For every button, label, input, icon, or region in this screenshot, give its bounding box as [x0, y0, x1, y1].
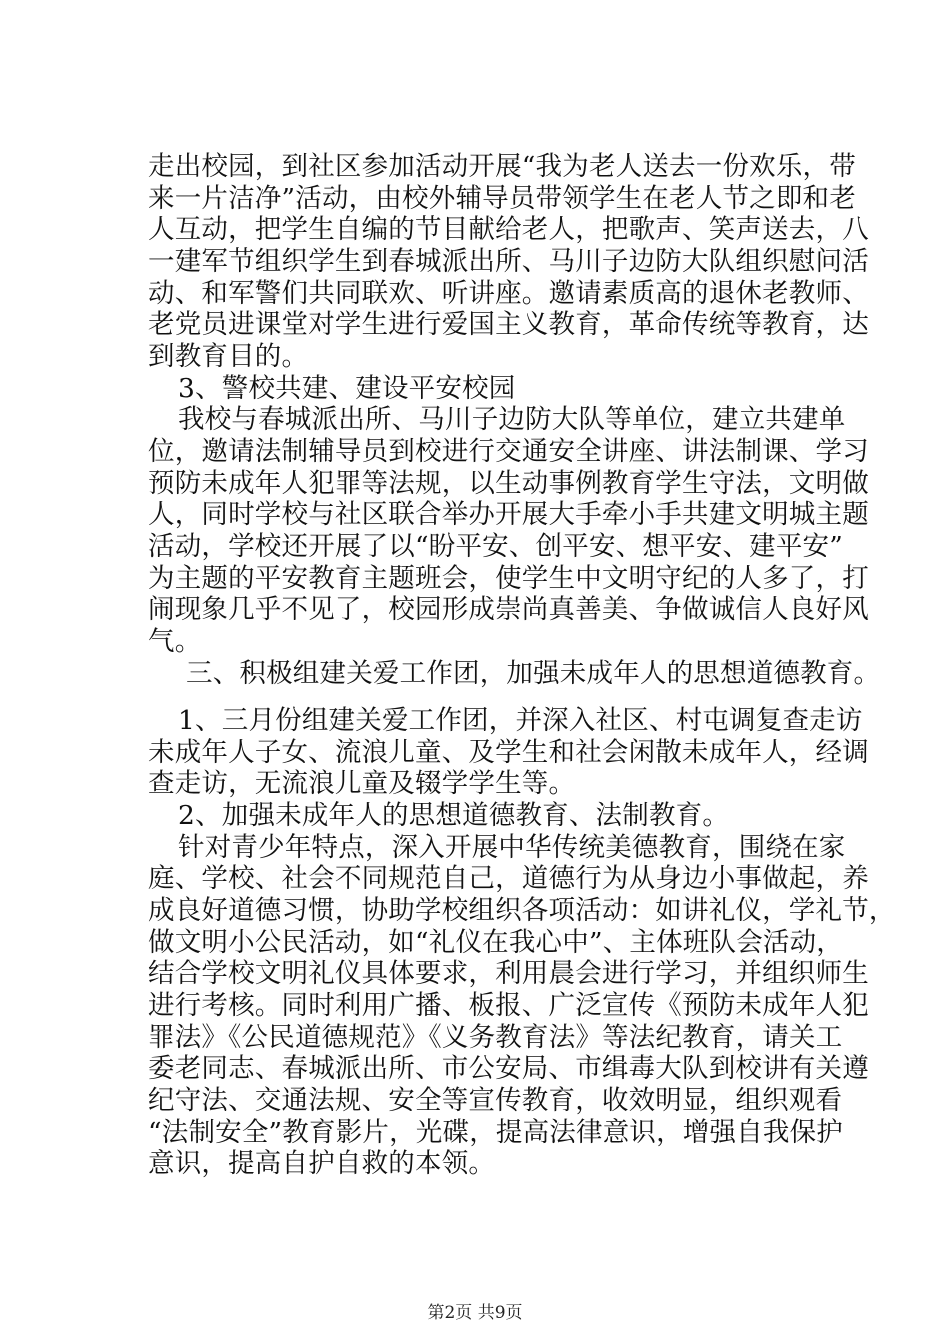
- section-heading: 3、警校共建、建设平安校园: [178, 373, 516, 404]
- paragraph-line: “法制安全”教育影片，光碟，提高法律意识，增强自我保护: [148, 1117, 843, 1148]
- paragraph-line: 罪法》《公民道德规范》《义务教育法》等法纪教育，请关工: [148, 1022, 843, 1053]
- paragraph-line: 1、三月份组建关爱工作团，并深入社区、村屯调复查走访: [178, 705, 863, 736]
- paragraph-line: 人互动，把学生自编的节目献给老人，把歌声、笑声送去，八: [148, 214, 869, 245]
- paragraph-line: 闹现象几乎不见了，校园形成崇尚真善美、争做诚信人良好风: [148, 594, 869, 625]
- paragraph-line: 动、和军警们共同联欢、听讲座。邀请素质高的退休老教师、: [148, 278, 869, 309]
- paragraph-line: 到教育目的。: [148, 341, 309, 372]
- paragraph-line: 庭、学校、社会不同规范自己，道德行为从身边小事做起，养: [148, 863, 869, 894]
- paragraph-line: 我校与春城派出所、马川子边防大队等单位，建立共建单: [178, 404, 846, 435]
- section-heading: 2、加强未成年人的思想道德教育、法制教育。: [178, 800, 730, 831]
- paragraph-line: 查走访，无流浪儿童及辍学学生等。: [148, 768, 576, 799]
- paragraph-line: 针对青少年特点，深入开展中华传统美德教育，围绕在家: [178, 832, 846, 863]
- paragraph-line: 成良好道德习惯，协助学校组织各项活动：如讲礼仪，学礼节，: [148, 895, 896, 926]
- section-heading: 三、积极组建关爱工作团，加强未成年人的思想道德教育。: [186, 658, 881, 689]
- paragraph-line: 意识，提高自护自救的本领。: [148, 1148, 496, 1179]
- paragraph-line: 为主题的平安教育主题班会，使学生中文明守纪的人多了，打: [148, 563, 869, 594]
- paragraph-line: 纪守法、交通法规、安全等宣传教育，收效明显，组织观看: [148, 1085, 843, 1116]
- paragraph-line: 来一片洁净”活动，由校外辅导员带领学生在老人节之即和老: [148, 183, 856, 214]
- paragraph-line: 人，同时学校与社区联合举办开展大手牵小手共建文明城主题: [148, 499, 869, 530]
- paragraph-line: 位，邀请法制辅导员到校进行交通安全讲座、讲法制课、学习: [148, 436, 869, 467]
- paragraph-line: 一建军节组织学生到春城派出所、马川子边防大队组织慰问活: [148, 246, 869, 277]
- paragraph-line: 结合学校文明礼仪具体要求，利用晨会进行学习，并组织师生: [148, 958, 869, 989]
- paragraph-line: 委老同志、春城派出所、市公安局、市缉毒大队到校讲有关遵: [148, 1053, 869, 1084]
- paragraph-line: 走出校园，到社区参加活动开展“我为老人送去一份欢乐，带: [148, 151, 856, 182]
- paragraph-line: 进行考核。同时利用广播、板报、广泛宣传《预防未成年人犯: [148, 990, 869, 1021]
- paragraph-line: 老党员进课堂对学生进行爱国主义教育，革命传统等教育，达: [148, 309, 869, 340]
- paragraph-line: 预防未成年人犯罪等法规，以生动事例教育学生守法，文明做: [148, 468, 869, 499]
- page-number-footer: 第2页 共9页: [427, 1303, 523, 1323]
- paragraph-line: 做文明小公民活动，如“礼仪在我心中”、主体班队会活动，: [148, 927, 843, 958]
- paragraph-line: 未成年人子女、流浪儿童、及学生和社会闲散未成年人，经调: [148, 737, 869, 768]
- paragraph-line: 气。: [148, 626, 202, 657]
- paragraph-line: 活动，学校还开展了以“盼平安、创平安、想平安、建平安”: [148, 531, 843, 562]
